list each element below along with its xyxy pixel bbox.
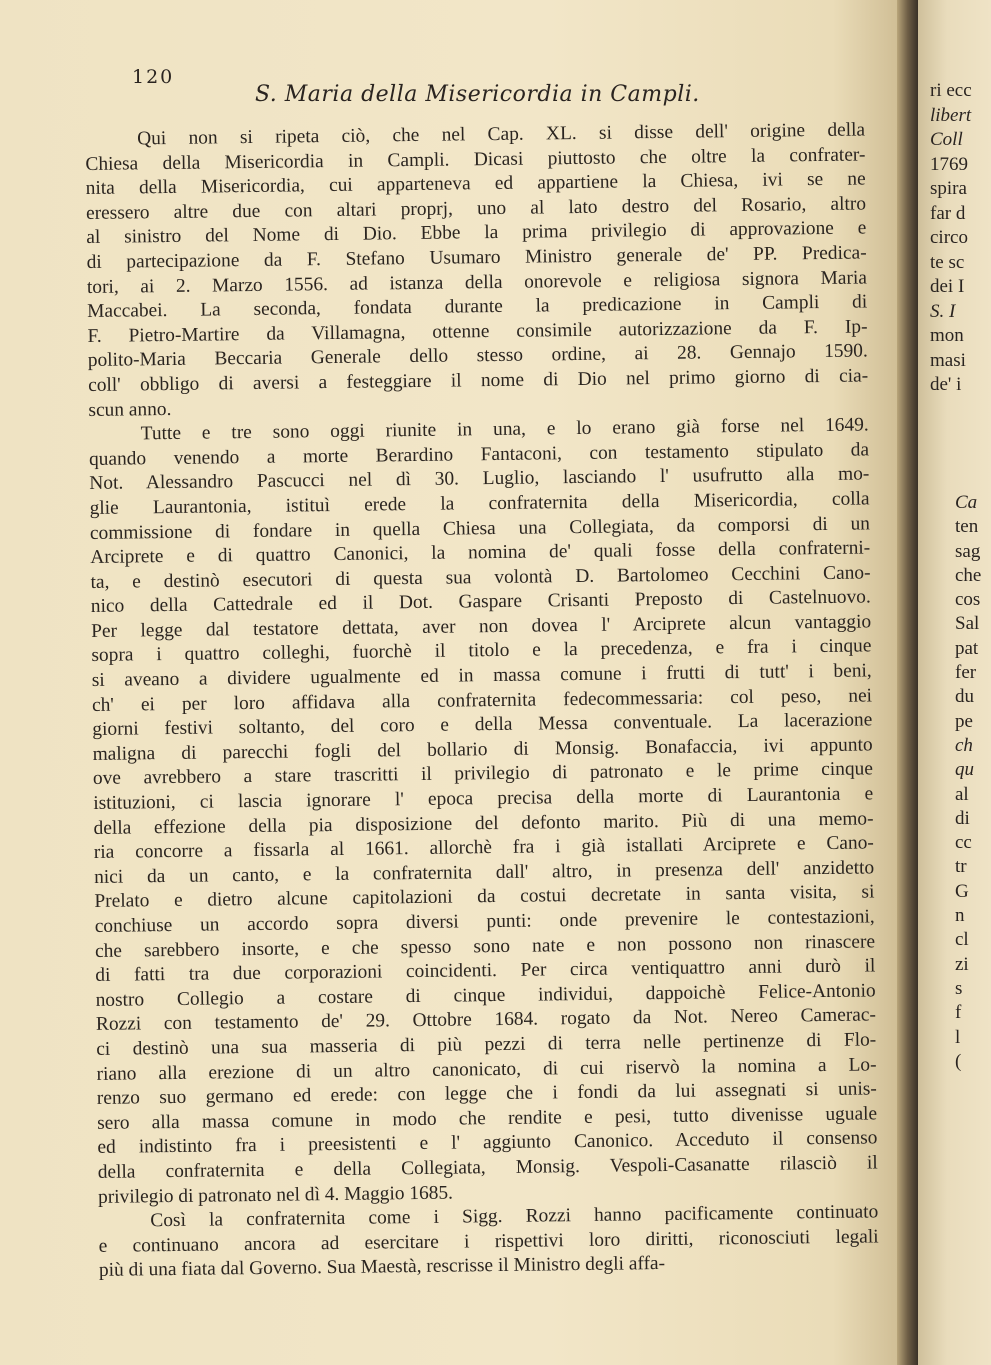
facing-page-fragment: te sc — [930, 251, 965, 273]
facing-page-fragment: f — [955, 1002, 962, 1024]
facing-page-fragment: circo — [930, 227, 968, 248]
text-line: più di una fiata dal Governo. Sua Maestà, rescrisse il Ministro degli affa- — [98, 1253, 666, 1282]
facing-page-fragment: fer — [955, 662, 977, 684]
facing-page-fragment: che — [955, 564, 982, 586]
facing-page-fragment: cl — [955, 929, 969, 951]
text-line: nita della Misericordia, cui apparteneva ed appartiene la Chiesa, ivi se ne — [85, 168, 866, 200]
text-line: nici da un canto, e la confraternita dall' altro, in presenza dell' anzidetto — [94, 857, 875, 888]
text-line: glie Laurantonia, istituì erede la confraternita della Misericordia, colla — [89, 488, 870, 519]
facing-page-fragment: masi — [930, 349, 966, 371]
facing-page-fragment: di — [955, 807, 970, 829]
text-line: Qui non si ripeta ciò, che nel Cap. XL. si disse dell' origine della — [137, 119, 866, 150]
facing-page-fragment: 1769 — [930, 153, 968, 175]
facing-page-fragment: G — [955, 880, 969, 902]
text-line: sero alla massa comune in modo che rendite e pesi, tutto divenisse uguale — [97, 1103, 878, 1134]
facing-page-fragment: pe — [955, 710, 973, 732]
text-line: al sinistro del Nome di Dio. Ebbe la prima privilegio di approvazione e — [86, 217, 867, 249]
running-head: S. Maria della Misericordia in Campli. — [255, 82, 700, 107]
text-line: Per legge dal testatore dettata, aver non dovea l' Arciprete alcun vantaggio — [91, 611, 872, 642]
text-line: Chiesa della Misericordia in Campli. Dicasi piuttosto che oltre la confrater- — [85, 144, 866, 175]
facing-page-lower-text — [955, 492, 981, 1075]
facing-page-fragment: al — [955, 783, 969, 805]
page-number: 120 — [132, 66, 175, 88]
text-line: che sarebbero insorte, e che spesso sono nate e non possono non rinascere — [94, 931, 876, 962]
text-line: della confraternita e della Collegiata, Monsig. Vespoli-Casanatte rilasciò il — [97, 1152, 878, 1183]
text-line: Prelato e dietro alcune capitolazioni da costui decretate in santa visita, si — [94, 881, 875, 913]
facing-page-fragment: de' i — [930, 374, 962, 395]
text-line: si aveano a dividere ugualmente ed in massa comune i frutti di tutt' i beni, — [91, 660, 872, 692]
facing-page-fragment: l — [955, 1026, 961, 1048]
facing-page-fragment: zi — [955, 953, 969, 975]
text-line: della effezione della pia disposizione del defonto marito. Più di una memo- — [93, 808, 874, 839]
text-line: Così la confraternita come i Sigg. Rozzi hanno pacificamente continuato — [150, 1201, 879, 1232]
text-line: sopra i quattro colleghi, fuorchè il titolo e la precedenza, e fra i cinque — [91, 635, 872, 667]
text-line: ove avrebbero a stare trascritti il privilegio di patronato e le prime cinque — [92, 758, 874, 790]
facing-page-fragment: dei I — [930, 276, 965, 297]
text-line: privilegio di patronato nel dì 4. Maggio 1685. — [97, 1182, 454, 1208]
text-line: ch' ei per loro affidava alla confraternita fedecommessaria: col peso, nei — [91, 685, 873, 716]
facing-page-fragment: qu — [955, 759, 974, 781]
text-line: Maccabei. La seconda, fondata durante la predicazione in Campli di — [87, 291, 868, 323]
facing-page-fragment: ten — [955, 516, 979, 538]
facing-page-fragment: far d — [930, 202, 966, 224]
facing-page-fragment: ch — [955, 734, 973, 756]
facing-page-fragment: tr — [955, 856, 967, 878]
facing-page-fragment: cc — [955, 832, 972, 854]
facing-page-fragment: Ca — [955, 492, 978, 513]
facing-page-fragment: ri ecc — [930, 80, 972, 101]
text-line: F. Pietro-Martire da Villamagna, ottenne consimile autorizzazione da F. Ip- — [87, 316, 868, 347]
text-line: ci destinò una sua masseria di più pezzi di terra nelle pertinenze di Flo- — [96, 1029, 877, 1060]
facing-page-fragment: n — [955, 905, 965, 927]
facing-page-fragment: cos — [955, 589, 981, 611]
facing-page-fragment: sag — [955, 540, 981, 562]
facing-page-fragment: libert — [930, 104, 972, 126]
facing-page-fragment: Coll — [930, 129, 963, 150]
text-line: di fatti tra due corporazioni coincidenti. Per circa ventiquattro anni durò il — [95, 955, 876, 987]
facing-page-fragment: S. I — [930, 300, 956, 322]
text-line: Not. Alessandro Pascucci nel dì 30. Luglio, lasciando l' usufrutto alla mo- — [89, 463, 870, 495]
text-line: coll' obbligo di aversi a festeggiare il nome di Dio nel primo giorno di cia- — [88, 365, 869, 396]
facing-page-fragment: Sal — [955, 613, 980, 635]
text-line: tori, ai 2. Marzo 1556. ad istanza della onorevole e religiosa signora Maria — [86, 267, 868, 298]
body-text — [85, 118, 879, 1283]
text-line: ta, e destinò esecutori di questa sua volontà D. Bartolomeo Cecchini Cano- — [90, 562, 871, 593]
text-line: nostro Collegio a costare di cinque individui, dappoichè Felice-Antonio — [95, 980, 876, 1011]
facing-page-fragment: du — [955, 686, 974, 708]
facing-page-fragment: s — [955, 977, 963, 999]
text-line: conchiuse un accordo sopra diversi punti: onde prevenire le contestazioni, — [94, 906, 875, 937]
text-line: ed indistinto fra i preesistenti e l' aggiunto Canonico. Acceduto il consenso — [97, 1127, 878, 1159]
text-line: polito-Maria Beccaria Generale dello stesso ordine, ai 28. Gennajo 1590. — [87, 340, 868, 372]
text-line: commissione di fondare in quella Chiesa una Collegiata, da comporsi di un — [89, 512, 871, 544]
text-line: giorni festivi soltanto, del coro e della Messa conventuale. La lacerazione — [92, 709, 873, 741]
facing-page-fragment: pat — [955, 637, 979, 659]
text-line: quando venendo a morte Berardino Fantaconi, con testamento stipulato da — [88, 439, 870, 470]
text-line: istituzioni, ci lascia ignorare l' epoca precisa della morte di Laurantonia e — [93, 783, 874, 814]
text-line: scun anno. — [88, 398, 172, 421]
text-line: renzo suo germano ed erede: con legge che i fondi da lui assegnati si unis- — [96, 1078, 877, 1110]
text-line: Tutte e tre sono oggi riunite in una, e lo erano già forse nel 1649. — [140, 414, 869, 445]
text-line: Arciprete e di quattro Canonici, la nomina de' quali fosse della confraterni- — [90, 537, 871, 569]
text-line: ria concorre a fissarla al 1661. allorchè fra i già istallati Arciprete e Cano- — [93, 832, 874, 864]
text-line: di partecipazione da F. Stefano Usumaro Ministro generale de' PP. Predica- — [86, 242, 867, 273]
facing-page-fragment: spira — [930, 178, 967, 199]
text-line: Rozzi con testamento de' 29. Ottobre 1684. rogato da Not. Nereo Camerac- — [95, 1004, 877, 1036]
text-line: eressero altre due con altari proprj, uno al lato destro del Rosario, altro — [85, 193, 867, 224]
facing-page-fragment: ( — [955, 1050, 962, 1072]
facing-page-fragment: mon — [930, 325, 964, 346]
text-line: maligna di parecchi fogli del bollario di Monsig. Bonafaccia, ivi appunto — [92, 734, 873, 765]
facing-page-upper-text — [930, 80, 972, 399]
text-line: riano alla erezione di un altro canonicato, di cui riservò la nomina a Lo- — [96, 1053, 877, 1085]
text-line: nico della Cattedrale ed il Dot. Gaspare Crisanti Preposto di Castelnuovo. — [90, 586, 871, 618]
text-line: e continuano ancora ad esercitare i rispettivi loro diritti, riconosciuti legali — [98, 1226, 879, 1257]
